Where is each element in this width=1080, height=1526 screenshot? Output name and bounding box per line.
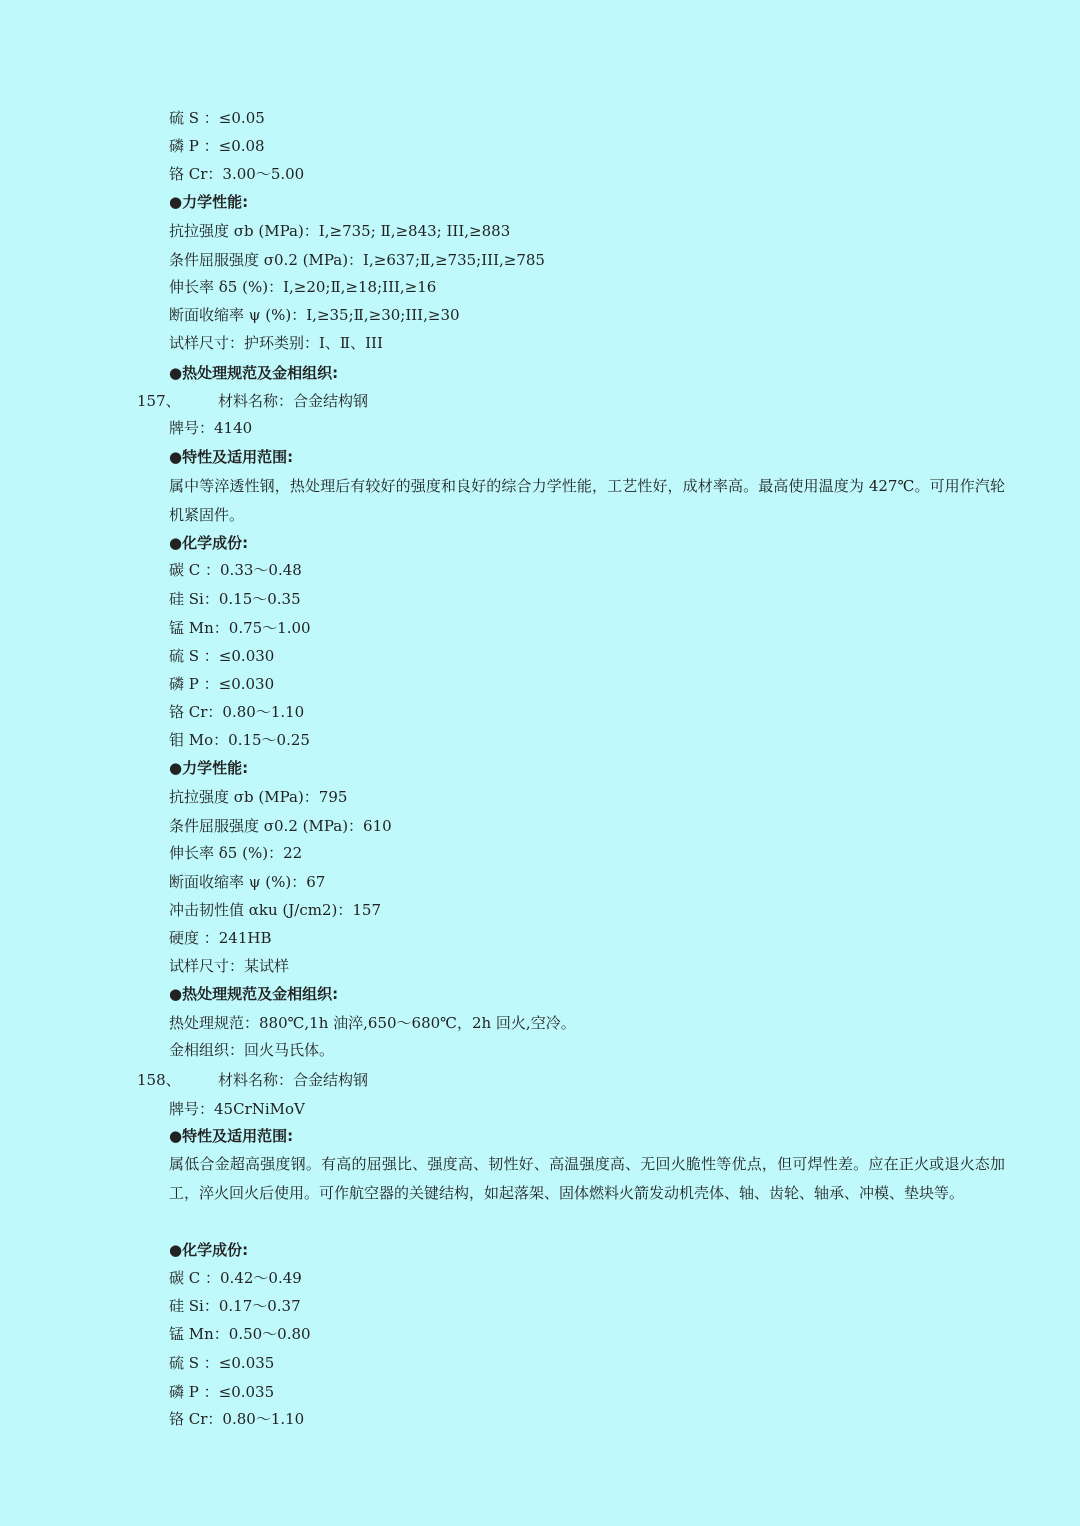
chem-line: 铬 Cr：0.80～1.10: [169, 703, 305, 721]
chem-line: 碳 C ：0.33～0.48: [169, 561, 302, 579]
chem-line: 铬 Cr：3.00～5.00: [169, 165, 305, 183]
mech-line: 条件屈服强度 σ0.2 (MPa)：Ⅰ,≥637;Ⅱ,≥735;III,≥785: [169, 251, 545, 269]
mech-line: 抗拉强度 σb (MPa)：Ⅰ,≥735; Ⅱ,≥843; III,≥883: [169, 222, 511, 240]
chem-line: 硅 Si：0.15～0.35: [169, 590, 301, 608]
heat-line: 热处理规范：880℃,1h 油淬,650～680℃，2h 回火,空冷。: [169, 1014, 576, 1032]
mech-line: 硬度 ：241HB: [169, 929, 272, 947]
chem-line: 铬 Cr：0.80～1.10: [169, 1410, 305, 1428]
mech-line: 断面收缩率 ψ (%)：Ⅰ,≥35;Ⅱ,≥30;III,≥30: [169, 306, 460, 324]
mech-line: 试样尺寸：某试样: [169, 957, 290, 975]
section-number: 157、: [137, 392, 181, 410]
prop-heading: ●特性及适用范围:: [169, 1127, 294, 1145]
mech-heading: ●力学性能:: [169, 759, 249, 777]
mech-line: 伸长率 δ5 (%)：22: [169, 844, 303, 862]
mech-line: 伸长率 δ5 (%)：Ⅰ,≥20;Ⅱ,≥18;III,≥16: [169, 278, 437, 296]
prop-paragraph: 属低合金超高强度钢。有高的屈强比、强度高、韧性好、高温强度高、无回火脆性等优点，但可焊性差。应在正火或退火态加工，淬火回火后使用。可作航空器的关键结构，如起落架、固体燃料火箭发动机壳体、轴、齿轮、轴承、冲模、垫块等。: [169, 1155, 1005, 1202]
mech-heading: ●力学性能:: [169, 193, 249, 211]
mech-line: 试样尺寸：护环类别：Ⅰ、Ⅱ、III: [169, 334, 383, 352]
chem-line: 磷 P ：≤0.08: [169, 137, 265, 155]
mech-line: 断面收缩率 ψ (%)：67: [169, 873, 326, 891]
chem-line: 磷 P ：≤0.035: [169, 1383, 275, 1401]
prop-paragraph: 属中等淬透性钢，热处理后有较好的强度和良好的综合力学性能，工艺性好，成材率高。最高使用温度为 427℃。可用作汽轮机紧固件。: [169, 477, 1005, 524]
mech-line: 条件屈服强度 σ0.2 (MPa)：610: [169, 817, 392, 835]
chem-line: 锰 Mn：0.75～1.00: [169, 619, 311, 637]
heat-heading: ●热处理规范及金相组织:: [169, 364, 339, 382]
section-title: 材料名称：合金结构钢: [218, 392, 369, 410]
mech-line: 冲击韧性值 αku (J/cm2)：157: [169, 901, 381, 919]
chem-line: 钼 Mo：0.15～0.25: [169, 731, 310, 749]
chem-line: 硫 S ：≤0.05: [169, 109, 265, 127]
grade-line: 牌号：4140: [169, 419, 253, 437]
mech-line: 抗拉强度 σb (MPa)：795: [169, 788, 348, 806]
heat-line: 金相组织：回火马氏体。: [169, 1041, 335, 1059]
chem-heading: ●化学成份:: [169, 1241, 249, 1259]
chem-line: 碳 C ：0.42～0.49: [169, 1269, 302, 1287]
chem-heading: ●化学成份:: [169, 534, 249, 552]
chem-line: 锰 Mn：0.50～0.80: [169, 1325, 311, 1343]
heat-heading: ●热处理规范及金相组织:: [169, 985, 339, 1003]
grade-line: 牌号：45CrNiMoV: [169, 1100, 305, 1118]
chem-line: 硅 Si：0.17～0.37: [169, 1297, 301, 1315]
section-title: 材料名称：合金结构钢: [218, 1071, 369, 1089]
chem-line: 磷 P ：≤0.030: [169, 675, 275, 693]
section-number: 158、: [137, 1071, 181, 1089]
chem-line: 硫 S ：≤0.035: [169, 1354, 275, 1372]
chem-line: 硫 S ：≤0.030: [169, 647, 275, 665]
prop-heading: ●特性及适用范围:: [169, 448, 294, 466]
